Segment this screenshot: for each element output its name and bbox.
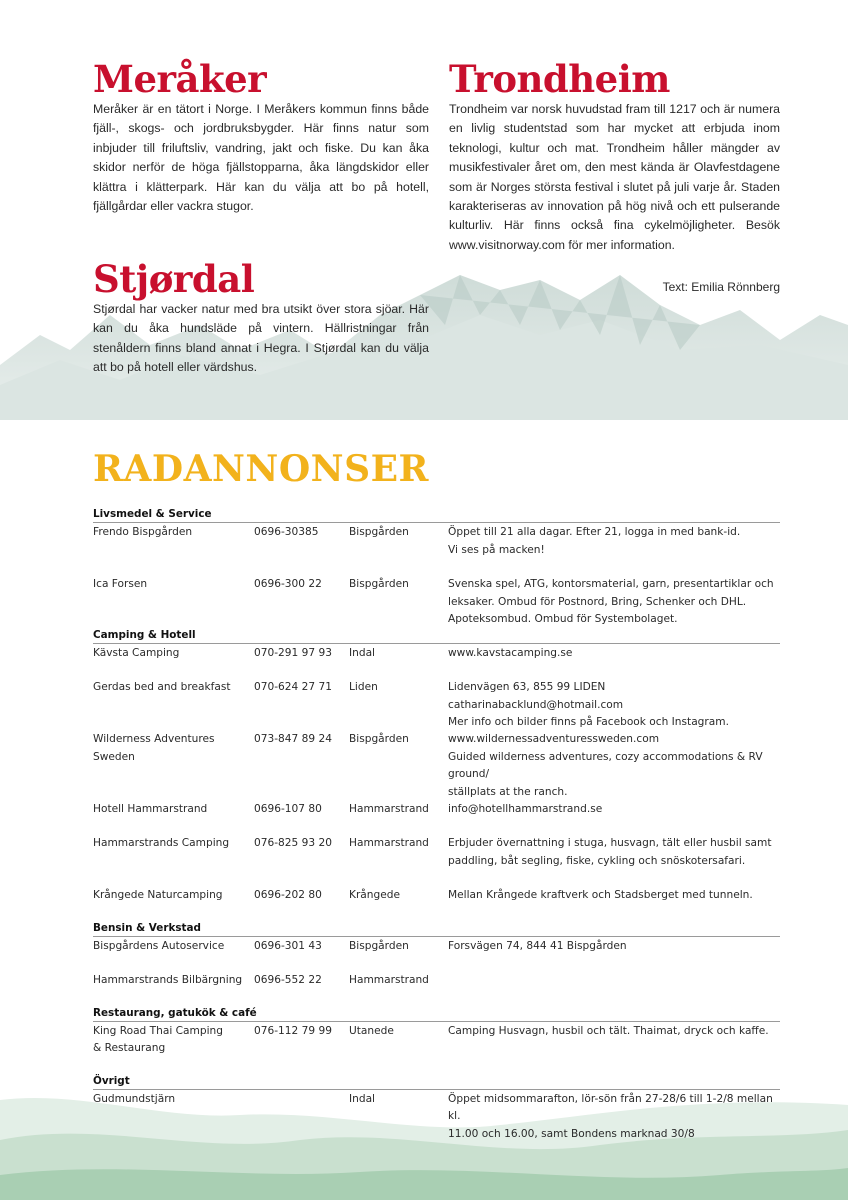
listing-place-line: Hammarstrand [349, 837, 429, 849]
article-title: Trondheim [449, 57, 670, 101]
listing-place [349, 679, 445, 697]
article-body: Stjørdal har vacker natur med bra utsikt över stora sjöar. Här kan du åka hundsläde på vintern. Hällristningar från stenåldern finns bland annat i Hegra. I Stjørdal kan du välja att bo på hotell eller värdshus. [93, 302, 429, 375]
listing-info [448, 801, 780, 819]
listing-phone [254, 645, 344, 663]
listing-phone-line: 076-825 93 20 [254, 837, 332, 849]
listing-phone-line: 073-847 89 24 [254, 733, 332, 745]
listing-name-line: Frendo Bispgården [93, 526, 193, 538]
listing-name [93, 801, 251, 819]
category-heading: Bensin & Verkstad [93, 922, 780, 937]
listing-name [93, 645, 251, 663]
listing-info [448, 835, 780, 870]
article-body: Meråker är en tätort i Norge. I Meråkers kommun finns både fjäll-, skogs- och jordbruksbygder. Här finns natur som inbjuder till friluftsliv, vandring, jakt och fiske. Du kan åka skidor nerför de höga fjällstopparna, åka längdskidor eller klättra i klätterpark. Här kan du välja att bo på hotell, fjällgårdar eller vackra stugor. [93, 102, 429, 214]
listing-phone [254, 972, 344, 990]
listing-name-line: Hotell Hammarstrand [93, 802, 208, 815]
listing-row [93, 887, 780, 905]
listing-name-line: Hammarstrands Camping [93, 837, 230, 849]
listing-info-line: ställplats at the ranch. [448, 785, 568, 798]
listing-place-line: Bispgården [349, 578, 409, 590]
listing-phone-line: 0696-107 80 [254, 802, 322, 815]
listing-name-line: Hammarstrands Bilbärgning [93, 974, 243, 986]
listing-place-line: Indal [349, 646, 375, 659]
listing-row [93, 576, 780, 629]
listing-name [93, 731, 251, 766]
listing-phone [254, 1023, 344, 1041]
listing-info [448, 887, 780, 905]
listing-row [93, 731, 780, 798]
listing-info-line: info@hotellhammarstrand.se [448, 802, 603, 815]
listing-name [93, 524, 251, 542]
listing-place [349, 576, 445, 594]
listing-phone-line: 076-112 79 99 [254, 1024, 332, 1037]
listing-phone-line: 0696-300 22 [254, 578, 322, 590]
listing-place-line: Liden [349, 681, 378, 693]
listing-row [93, 1023, 780, 1058]
listing-place [349, 938, 445, 956]
listing-place-line: Utanede [349, 1024, 394, 1037]
listing-name [93, 576, 251, 594]
listing-name [93, 835, 251, 853]
listing-phone-line: 070-624 27 71 [254, 681, 332, 693]
listing-phone-line: 0696-30385 [254, 526, 319, 538]
listing-place-line: Krångede [349, 889, 400, 901]
listing-info-line: Mellan Krångede kraftverk och Stadsberget med tunneln. [448, 889, 753, 901]
listing-name-line: Ica Forsen [93, 578, 148, 590]
category-heading: Övrigt [93, 1075, 780, 1090]
listing-info-line: Öppet midsommarafton, lör-sön från 27-28/6 till 1-2/8 mellan kl. [448, 1092, 773, 1122]
listing-name [93, 972, 251, 990]
listing-name-line: Kävsta Camping [93, 646, 180, 659]
section-title: RADANNONSER [93, 448, 429, 490]
listing-info-line: Erbjuder övernattning i stuga, husvagn, tält eller husbil samt [448, 837, 772, 849]
listing-name-line: Gerdas bed and breakfast [93, 681, 231, 693]
listing-row [93, 835, 780, 870]
listing-info [448, 1023, 780, 1041]
listing-place [349, 524, 445, 542]
listing-info-line: Mer info och bilder finns på Facebook och Instagram. [448, 716, 729, 728]
listing-name-line: King Road Thai Camping [93, 1024, 223, 1037]
listing-name [93, 1023, 251, 1058]
listing-name-line: & Restaurang [93, 1042, 166, 1054]
category-heading: Camping & Hotell [93, 629, 780, 644]
listing-name-line: Krångede Naturcamping [93, 889, 223, 901]
author-credit: Text: Emilia Rönnberg [662, 280, 780, 294]
listing-name [93, 938, 251, 956]
listing-info-line: Svenska spel, ATG, kontorsmaterial, garn, presentartiklar och [448, 578, 774, 590]
listing-place-line: Hammarstrand [349, 802, 429, 815]
listing-info [448, 576, 780, 629]
article-stjordal [93, 258, 429, 378]
listing-place-line: Bispgården [349, 526, 409, 538]
listing-place [349, 972, 445, 990]
listing-phone [254, 938, 344, 956]
listing-place [349, 731, 445, 749]
listing-info-line: www.wildernessadventuressweden.com [448, 733, 660, 745]
listing-info-line: paddling, båt segling, fiske, cykling och snöskotersafari. [448, 854, 746, 867]
listing-name [93, 679, 251, 697]
listing-phone-line: 0696-552 22 [254, 974, 322, 986]
listing-place [349, 835, 445, 853]
listing-phone [254, 731, 344, 749]
listing-info-line: Vi ses på macken! [448, 543, 545, 556]
article-trondheim [449, 58, 780, 255]
listing-info [448, 1091, 780, 1144]
article-title: Stjørdal [93, 257, 255, 301]
listing-phone-line: 0696-301 43 [254, 939, 322, 952]
category-heading: Restaurang, gatukök & café [93, 1007, 780, 1022]
listing-row [93, 801, 780, 819]
listing-info-line: Camping Husvagn, husbil och tält. Thaimat, dryck och kaffe. [448, 1024, 769, 1037]
listing-name [93, 1091, 251, 1109]
listing-place [349, 645, 445, 663]
classified-listings [93, 508, 780, 1140]
listing-info [448, 731, 780, 801]
listing-info [448, 679, 780, 732]
listing-phone [254, 887, 344, 905]
listing-phone [254, 801, 344, 819]
listing-place [349, 1023, 445, 1041]
listing-row [93, 679, 780, 728]
listing-row [93, 524, 780, 559]
listing-phone [254, 679, 344, 697]
listing-info [448, 524, 780, 559]
listing-place-line: Indal [349, 1092, 375, 1105]
listing-phone-line: 070-291 97 93 [254, 646, 332, 659]
listing-info-line: leksaker. Ombud för Postnord, Bring, Schenker och DHL. [448, 595, 747, 608]
listing-place [349, 1091, 445, 1109]
listing-info-line: www.kavstacamping.se [448, 646, 573, 659]
listing-info [448, 938, 780, 956]
listing-place-line: Bispgården [349, 939, 409, 952]
listing-info [448, 645, 780, 663]
listing-info-line: Apoteksombud. Ombud för Systembolaget. [448, 613, 678, 625]
listing-row [93, 972, 780, 990]
article-title: Meråker [93, 57, 267, 101]
listing-info-line: Guided wilderness adventures, cozy accommodations & RV ground/ [448, 750, 763, 780]
listing-place-line: Bispgården [349, 733, 409, 745]
listing-place [349, 801, 445, 819]
article-meraker [93, 58, 429, 216]
listing-info-line: Lidenvägen 63, 855 99 LIDEN catharinabacklund@hotmail.com [448, 681, 624, 711]
article-body: Trondheim var norsk huvudstad fram till 1217 och är numera en livlig studentstad som har mycket att erbjuda inom teknologi, kultur och mat. Trondheim håller mängder av musikfestivaler året om, den mest kända är Olavfestdagene som är Norges största festival i slutet på juli varje år. Staden karakteriseras av innovation på hög nivå och ett pulserande kulturliv. Här finns också fina cykelmöjligheter. Besök www.visitnorway.com för mer information. [449, 102, 780, 252]
category-heading: Livsmedel & Service [93, 508, 780, 523]
listing-row [93, 938, 780, 956]
listing-name [93, 887, 251, 905]
listing-info-line: Forsvägen 74, 844 41 Bispgården [448, 939, 627, 952]
listing-name-line: Wilderness Adventures Sweden [93, 733, 215, 763]
listing-name-line: Bispgårdens Autoservice [93, 939, 225, 952]
listing-phone-line: 0696-202 80 [254, 889, 322, 901]
listing-row [93, 645, 780, 663]
listing-phone [254, 576, 344, 594]
listing-info-line: Öppet till 21 alla dagar. Efter 21, logga in med bank-id. [448, 526, 741, 538]
listing-place-line: Hammarstrand [349, 974, 429, 986]
listing-phone [254, 835, 344, 853]
listing-info-line: 11.00 och 16.00, samt Bondens marknad 30/8 [448, 1127, 695, 1140]
listing-place [349, 887, 445, 905]
listing-phone [254, 524, 344, 542]
listing-name-line: Gudmundstjärn [93, 1092, 176, 1105]
listing-row [93, 1091, 780, 1140]
